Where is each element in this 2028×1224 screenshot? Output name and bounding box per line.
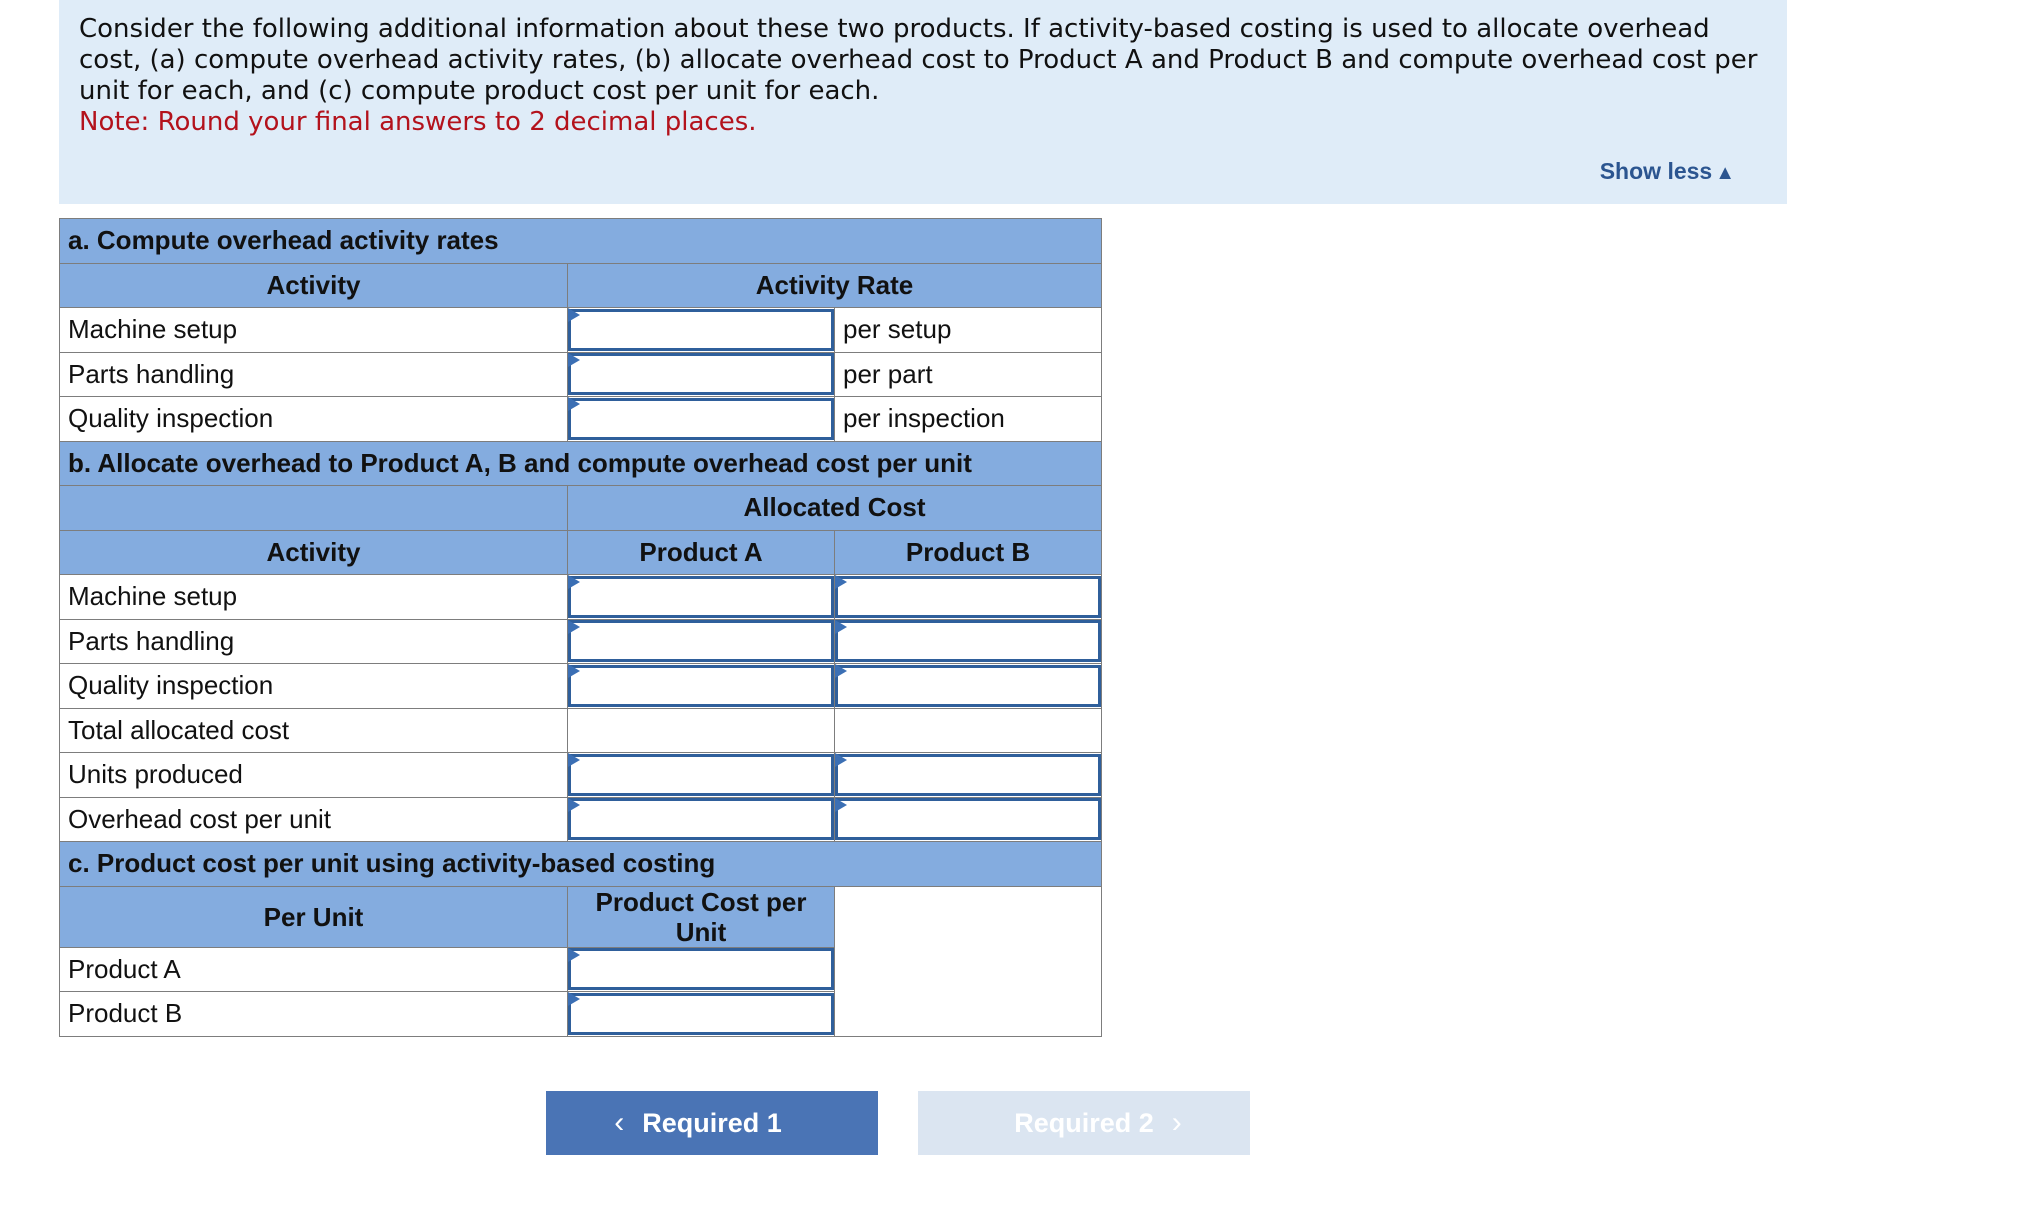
triangle-up-icon: ▲	[1715, 162, 1735, 184]
row-label: Machine setup	[60, 575, 568, 620]
rate-unit: per part	[835, 352, 1102, 397]
input-flag-icon	[568, 397, 580, 411]
table-row	[60, 575, 1102, 620]
input-flag-icon	[835, 664, 847, 678]
row-label: Parts handling	[60, 352, 568, 397]
instructions-panel	[59, 0, 1787, 204]
input-flag-icon	[835, 620, 847, 634]
show-less-label: Show less	[1599, 158, 1713, 184]
table-row	[60, 619, 1102, 664]
table-row	[60, 397, 1102, 442]
input-flag-icon	[568, 664, 580, 678]
overhead-per-unit-product-a-input[interactable]	[568, 798, 834, 840]
col-header-product-b: Product B	[835, 530, 1102, 575]
col-header-activity: Activity	[60, 263, 568, 308]
input-flag-icon	[568, 308, 580, 322]
input-flag-icon	[568, 353, 580, 367]
quality-inspection-product-b-input[interactable]	[835, 665, 1101, 707]
instructions-text: Consider the following additional information about these two products. If activity-based costing is used to allocate overhead cost, (a) compute overhead activity rates, (b) allocate overhead cost to Product A and Product B and compute overhead cost per unit for each, and (c) compute product cost per unit for each.	[79, 14, 1758, 106]
row-label: Quality inspection	[60, 664, 568, 709]
required-2-label: Required 2	[1014, 1107, 1154, 1138]
machine-setup-product-b-input[interactable]	[835, 576, 1101, 618]
required-2-button[interactable]	[918, 1091, 1250, 1155]
overhead-per-unit-product-b-input[interactable]	[835, 798, 1101, 840]
quality-inspection-product-a-input[interactable]	[568, 665, 834, 707]
input-flag-icon	[568, 798, 580, 812]
units-produced-product-b-input[interactable]	[835, 754, 1101, 796]
parts-handling-rate-input[interactable]	[568, 353, 834, 395]
product-b-cost-per-unit-input[interactable]	[568, 993, 834, 1035]
product-a-cost-per-unit-input[interactable]	[568, 948, 834, 990]
machine-setup-rate-input[interactable]	[568, 309, 834, 351]
section-b-title: b. Allocate overhead to Product A, B and compute overhead cost per unit	[60, 441, 1102, 486]
section-a-title: a. Compute overhead activity rates	[60, 219, 1102, 264]
total-product-a-cell	[568, 708, 835, 753]
input-flag-icon	[835, 753, 847, 767]
total-product-b-cell	[835, 708, 1102, 753]
row-label: Parts handling	[60, 619, 568, 664]
col-header-activity: Activity	[60, 530, 568, 575]
col-header-product-a: Product A	[568, 530, 835, 575]
input-flag-icon	[568, 948, 580, 962]
row-label: Units produced	[60, 753, 568, 798]
col-header-activity-rate: Activity Rate	[568, 263, 1102, 308]
col-header-allocated-cost: Allocated Cost	[568, 486, 1102, 531]
col-header-per-unit: Per Unit	[60, 886, 568, 947]
rounding-note: Note: Round your final answers to 2 decimal places.	[79, 107, 757, 137]
input-flag-icon	[568, 575, 580, 589]
abc-worksheet-table	[59, 218, 1102, 1037]
table-row	[60, 352, 1102, 397]
table-row	[60, 753, 1102, 798]
col-header-product-cost-per-unit: Product Cost per Unit	[568, 886, 835, 947]
row-label: Overhead cost per unit	[60, 797, 568, 842]
quality-inspection-rate-input[interactable]	[568, 398, 834, 440]
chevron-right-icon: ›	[1171, 1106, 1182, 1139]
table-row	[60, 308, 1102, 353]
table-row	[60, 797, 1102, 842]
row-label: Quality inspection	[60, 397, 568, 442]
rate-unit: per inspection	[835, 397, 1102, 442]
empty-cell	[835, 886, 1102, 1036]
parts-handling-product-b-input[interactable]	[835, 620, 1101, 662]
table-row	[60, 708, 1102, 753]
section-c-title: c. Product cost per unit using activity-based costing	[60, 842, 1102, 887]
chevron-left-icon: ‹	[614, 1106, 625, 1139]
input-flag-icon	[835, 575, 847, 589]
required-1-button[interactable]	[546, 1091, 878, 1155]
input-flag-icon	[568, 992, 580, 1006]
units-produced-product-a-input[interactable]	[568, 754, 834, 796]
row-label: Total allocated cost	[60, 708, 568, 753]
required-1-label: Required 1	[642, 1107, 782, 1138]
machine-setup-product-a-input[interactable]	[568, 576, 834, 618]
row-label: Product A	[60, 947, 568, 992]
input-flag-icon	[568, 620, 580, 634]
table-row	[60, 664, 1102, 709]
blank-header	[60, 486, 568, 531]
rate-unit: per setup	[835, 308, 1102, 353]
input-flag-icon	[568, 753, 580, 767]
parts-handling-product-a-input[interactable]	[568, 620, 834, 662]
row-label: Machine setup	[60, 308, 568, 353]
row-label: Product B	[60, 992, 568, 1037]
show-less-toggle[interactable]	[1600, 158, 1735, 185]
input-flag-icon	[835, 798, 847, 812]
